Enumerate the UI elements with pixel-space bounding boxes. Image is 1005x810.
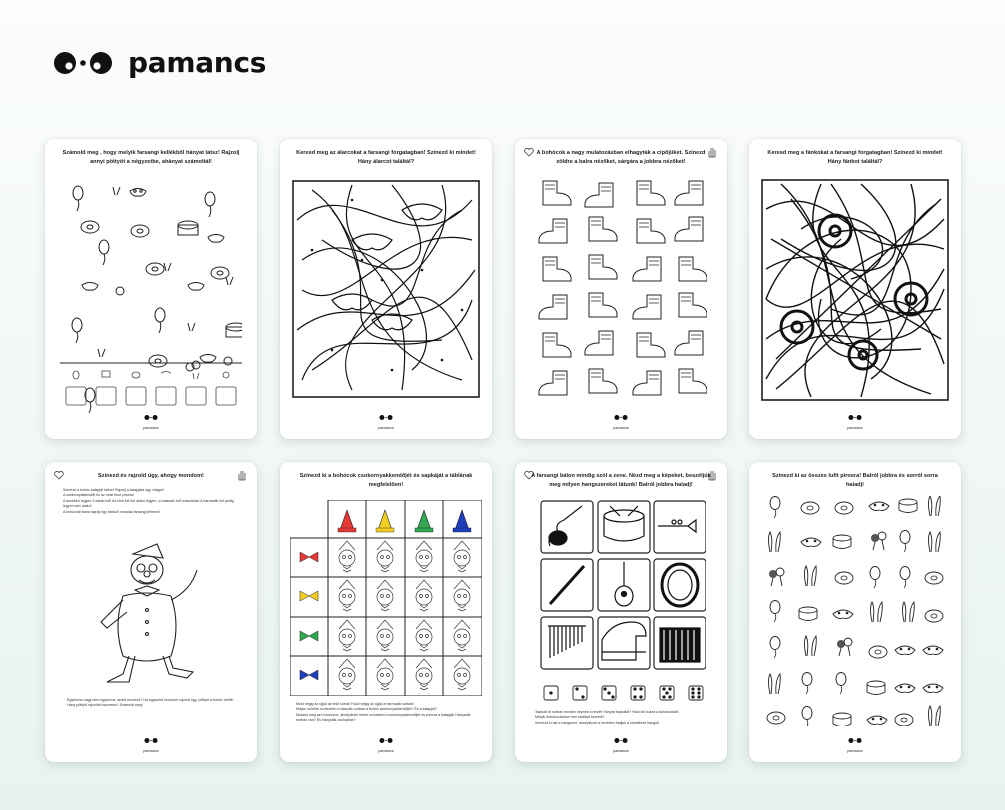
worksheet-footer: pamancs	[749, 408, 961, 430]
pamancs-logo-icon	[379, 414, 393, 421]
pamancs-logo-icon	[848, 737, 862, 744]
bottom-questions: Tapsold el sorban minden képnek a nevét! Hányat tapsoltál? Húzd át hozzá a dobókockát! Melyik dobókockához nem találtad semmit? Színezd ki azt a hangszert, amelyiknek a nevében halljuk a következő hangot!	[535, 710, 679, 725]
pamancs-logo-icon	[144, 414, 158, 421]
bottom-questions: Most végig az ujjad az első sorral! Húzd végig az ujjad a harmadik sorban! Milyen színűre színezted a második sorban a bohóc csokornyakkendőjét? És a kalapját? Mutasd meg azt a bohócot, amelyiknek kékre színezted a csokornyakkendőjét és pirosra a kalapját! Hányadik sorban van? És hányadik oszlopban?	[296, 702, 471, 723]
worksheet-title: Keresd meg a fánkokat a farsangi forgatagban! Színezd ki mindet! Hány fánkot találtál?	[767, 150, 943, 165]
worksheet-card-7[interactable]	[515, 462, 727, 762]
tangled-lines-masks	[292, 180, 480, 398]
worksheet-title: Számold meg , hogy melyik farsangi kellékből hányat látsz! Rajzolj annyi pöttyöt a négyzetbe, ahányat számoltál!	[62, 150, 240, 165]
worksheet-footer: pamancs	[45, 408, 257, 430]
instructions-list: Színezd a bohóc kalapját kékre! Rajzolj a kalapjára egy virágot! A csokornyakkendőt és az orrát fesd pirosra! A kezében legyen 3 darab lufi! Az első lufi kör alakú legyen, a második lufi hosszúkás! A harmadik lufi pedig legyen szív alakú! A bohócnál balra rajzolj egy fánkot! Vonalaz farsangi jelmezt!	[63, 488, 234, 514]
worksheet-footer: pamancs	[45, 731, 257, 753]
party-items-grid	[60, 181, 242, 413]
brand-logo	[52, 46, 266, 79]
pamancs-logo-icon	[614, 737, 628, 744]
worksheet-footer: pamancs	[280, 408, 492, 430]
worksheet-footer: pamancs	[749, 731, 961, 753]
worksheet-card-4[interactable]	[749, 139, 961, 439]
worksheet-title: Keresd meg az álarcokat a farsangi forgatagban! Színezd ki mindet! Hány álarcot találtál?	[296, 150, 476, 165]
pamancs-logo-icon	[379, 737, 393, 744]
worksheet-card-1[interactable]	[45, 139, 257, 439]
instruments-grid	[540, 500, 706, 704]
pamancs-logo-icon	[144, 737, 158, 744]
worksheet-card-3[interactable]	[515, 139, 727, 439]
pamancs-logo-icon	[614, 414, 628, 421]
tangled-lines-donuts	[761, 179, 949, 401]
worksheet-footer: pamancs	[280, 731, 492, 753]
bottom-questions: Egyforma-nagy nem egyforma, amint mondod? Ha egyszerű mondom rajzold úgy, pöttyöt a bohóc mellé! Hány pöttyöt rajzoltál összesen? Számold meg!	[67, 698, 234, 708]
worksheet-title: Színezd és rajzold úgy, ahogy mondom!	[98, 473, 204, 479]
brand-name: pamancs	[128, 46, 267, 79]
clown-shoes-grid	[535, 179, 707, 405]
party-items-rows	[765, 496, 945, 726]
worksheet-card-2[interactable]	[280, 139, 492, 439]
pamancs-logo-icon	[848, 414, 862, 421]
worksheet-title: Színezd ki a bohócok csokornyakkendőjét és sapkáját a táblának megfelelően!	[299, 473, 473, 488]
worksheet-title: A bohócok a nagy mulatozásban elhagyták a cipőjüket. Színezd zöldre a balra nézőket, sárgára a jobbra nézőket!	[536, 150, 706, 165]
worksheet-footer: pamancs	[515, 408, 727, 430]
worksheet-footer: pamancs	[515, 731, 727, 753]
clown-figure	[95, 540, 215, 690]
worksheet-title: A farsangi bálon mindig szól a zene. Nézd meg a képeket, beszéljük meg milyen hangszereket látunk! Balról jobbra haladj!	[531, 473, 711, 488]
pamancs-logo-icon	[52, 48, 114, 78]
worksheet-card-5[interactable]	[45, 462, 257, 762]
worksheet-card-6[interactable]	[280, 462, 492, 762]
worksheet-title: Színezd ki az összes lufit pirosra! Balról jobbra és sorról sorra haladj!	[772, 473, 938, 488]
color-matching-table	[290, 500, 482, 696]
worksheet-card-8[interactable]	[749, 462, 961, 762]
